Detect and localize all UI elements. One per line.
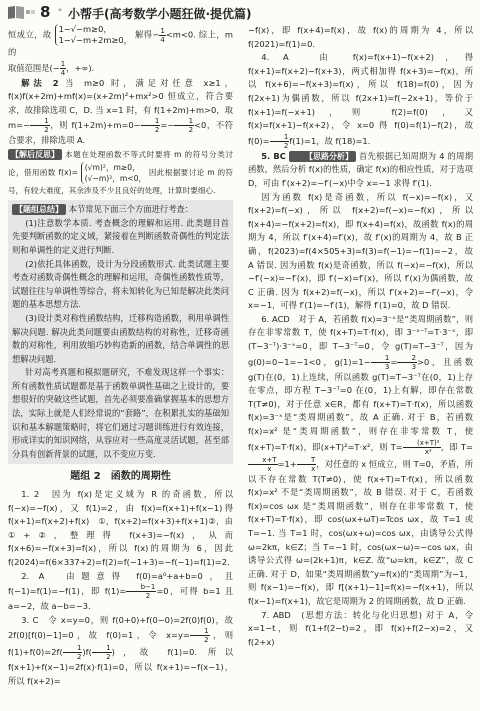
- text-line: 恒成立，故 1−√−m≥0， 1−√−m+2m≥0， 解得− $\frac{1}{4}$ <m<0. 综上，m 的: [8, 24, 233, 57]
- page-number: 8: [40, 3, 51, 21]
- question-2: 2. A 由题意得 f(0)=a⁰+a+b=0，且 f(−1)=f(1)=−f(1)，即 f(1)= $\frac{b-1}{2}$ =0，可得 b=1 且 a=−2，故 a−b=−3.: [8, 570, 233, 612]
- answer-5-analysis: 5. BC 【思路分析】 首先根据已知周期为 4 的周期函数，然后分析 f(x)的性质，确定 f(x)的相应性质，对于选项 D，可由 f′(x+2)=−f′(−x)中令 x=−1 求得 f′(1).: [248, 150, 474, 188]
- summary-point: (3)设计类对称性函数结构，迁移构造函数，利用单调性解决问题. 解决此类问题要由函数结构的对称性，迁移奇函数的对称性，利用放缩巧妙构造新的函数，结合单调性的思想解决问题.: [12, 312, 229, 364]
- summary-title: 【题组总结】: [12, 204, 66, 215]
- summary-point: (1)注意数学本质. 考查概念的理解和运用. 此类题目首先要判断函数的定义域，紧接着在判断函数奇偶性的判定法则和单调性的定义进行判断.: [12, 217, 229, 255]
- summary-point: (2)依托具体函数，设计为分段函数形式. 此类试题主要考查对函数奇偶性概念的理解和运用，奇偶性函数性质等，试题往往与单调性等综合，将未知转化为已知是解决此类问题的基本思想方法.: [12, 258, 229, 310]
- summary-point: 针对高考真题和模拟题研究，不难发现这样一个事实：所有函数性质试题都是基于函数单调性基础之上设计的，要想很好的突破这些试题，首先必须要准确掌握基本的思想方法，实际上就是人们经常说的“套路”，在积累扎实的基础知识和基本解题策略时，将它们通过习题训练进行有效连接，形成详实的知识网络，从容应对一些高度灵活试题，甚至部分具有创新背景的试题，以不变应万变.: [12, 367, 229, 459]
- book-logo-icon: [6, 4, 26, 20]
- summary-box: 【题组总结】 本节常见下面三个方面进行考查： (1)注意数学本质. 考查概念的理解和运用. 此类题目首先要判断函数的定义域，紧接着在判断函数奇偶性的判定法则和单调性的定义进行判断. (2)依托具体函数，设计为分段函数形式. 此类试题主要考查对函数奇偶性概念的理解和运用，奇偶性函数性质等，试题往往与单调性等综合，将未知转化为已知是解决此类问题的基本思想方法. (3)设计类对称性函数结构，迁移构造函数，利用单调性解决问题. 解决此类问题要由函数结构的对称性，迁移奇函数的对称性，利用放缩巧妙构造新的函数，结合单调性的思想解决问题. 针对高考真题和模拟题研究，不难发现这样一个事实：所有函数性质试题都是基于函数单调性基础之上设计的，要想很好的突破这些试题，首先必须要准确掌握基本的思想方法，实际上就是人们经常说的“套路”，在积累扎实的基础知识和基本解题策略时，将它们通过习题训练进行有效连接，形成详实的知识网络，从容应对一些高度灵活试题，甚至部分具有创新背景的试题，以不变应万变.: [8, 200, 233, 464]
- question-1: 1. 2 因为 f(x)是定义域为 R 的奇函数，所以 f(−x)=−f(x)，又 f(1)=2，由 f(x)=f(x+1)+f(x−1)得 f(x+1)=f(x+2)+f(x) ①，f(x+2)=f(x+3)+f(x+1)②，由①+②，整理得 f(x+3)=−f(x)，从而 f(x+6)=−f(x+3)=f(x)，所以 f(x)的周期为 6，因此 f(2024)=f(6×337+2)=f(2)=f(−1+3)=−f(−1)=f(1)=2.: [8, 489, 233, 567]
- answer-6: 6. ACD 对于 A，若函数 f(x)=3⁻ˣ是“类周期函数”，则存在非零常数 T，使 f(x+T)=T·f(x)，即 3⁻ˣ⁻ᵀ=T·3⁻ˣ，即(T−3⁻ᵀ)·3⁻ˣ=0，即 T−3⁻ᵀ=0，令 g(T)=T−3⁻ᵀ，因为 g(0)=0−1=−1<0，g(1)=1− $\frac{1}{3}$ = $\frac{2}{3}$ >0，且函数 g(T)在(0，1)上连续，所以函数 g(T)=T−3⁻ᵀ在(0，1)上存在零点，即方程 T−3⁻ᵀ=0 在(0，1)上有解，即存在常数 T(T≠0)，对于任意 x∈R，都有 f(x+T)=T·f(x)，所以函数 f(x)=3⁻ˣ是“类周期函数”，故 A 正确. 对于 B，若函数 f(x)=x² 是“类周期函数”，则存在非零常数 T，使 f(x+T)=T·f(x)，即(x+T)²=T·x²，则 T= $\frac{\text{(x+T)²}}{\text{x²}}$ ，即 T= $\frac{x+T}{x}$ =1+ $\frac{T}{x}$ ，对任意的 x 恒成立，则 T=0，矛盾，所以不存在常数 T(T≠0)，使 f(x+T)=T·f(x)，所以函数 f(x)=x² 不是“类周期函数”，故 B 错误. 对于 C，若函数 f(x)=cos ωx 是“类周期函数”，则存在非零常数 T，使 f(x+T)=T·f(x)，即 cos(ωx+ωT)=Tcos ωx，故 T=1 或 T=−1. 当 T=1 时，cos(ωx+ω)=cos ωx，由诱导公式得 ω=2kπ，k∈Z；当 T=−1 时，cos(ωx−ω)=−cos ωx，由诱导公式得 ω=(2k+1)π，k∈Z. 故“ω=kπ，k∈Z”，故 C 正确. 对于 D，如果“类周期函数”y=f(x)的“类周期”为−1，则 f(x−1)=−f(x)，即 f[(x+1)−1]=f(x)=−f(x+1)，所以 f(x−1)=f(x+1)，故它是周期为 2 的周期函数，故 D 正确.: [248, 313, 473, 606]
- question-3: 3. C 令 x=y=0，则 f(0+0)+f(0−0)=2f(0)f(0)，故 2f(0)[f(0)−1]=0，故 f(0)=1，令 x=y= $\frac{1}{2}$ ，则 f(1)+f(0)=2f( $\frac{1}{2}$ )f( $\frac{1}{2}$ )，故 f(1)=0. 所以 f(x+1)+f(x−1)=2f(x)·f(1)=0，所以 f(x+1)=−f(x−1)，所以 f(x+2)=: [8, 614, 233, 686]
- answer-5: 因为函数 f(x)是奇函数，所以 f(−x)=−f(x)，又 f(x+2)=f(−x)，所以 f(x+2)=f(−x)=−f(x)，所以 f(x+4)=−f(x+2)=f(x)，即 f(x+4)=f(x)，故函数 f(x)的周期为 4，所以 f′(x+4)=f′(x)，故 f′(x)的周期为 4，故 B 正确，f(2023)=f(4×505+3)=f(3)=f(−1)=−f(1)=−2，故 A 错误. 因为函数 f(x)是奇函数，所以 f(−x)=−f(x)，所以 −f′(−x)=−f′(x)，即 f′(−x)=f′(x)，所以 f′(x)为偶函数，故 C 正确. 因为 f(x+2)=f(−x)，所以 f′(x+2)=−f′(−x)，令 x=−1，可得 f′(1)=−f′(1)，解得 f′(1)=0，故 D 错误.: [248, 191, 473, 311]
- header-dots-icon: [26, 10, 36, 14]
- solution-2: 解法 2 当 m≥0 时，满足对任意 x≥1，f(x)f(x+2m)+mf(x)=(x+2m)²+mx²>0 恒成立，符合要求，故排除选项 C，D. 当 x=1 时，有 f(1+2m)+m>0，取 m=− $\frac{1}{2}$ ，则 f(1+2m)+m=0− $\frac{1}{2}$ =− $\frac{1}{2}$ <0，不符合要求，排除选项 A.: [8, 77, 234, 146]
- header-star: *: [58, 7, 62, 16]
- answer-4: 4. A 由 f(x)=f(x+1)−f(x+2)，得 f(x+1)=f(x+2)−f(x+3)，两式相加得 f(x+3)=−f(x)，所以 f(x+6)=−f(x+3)=f(x)，所以 f(18)=f(0)，因为 f(2x+1)为偶函数，所以 f(2x+1)=f(−2x+1)，等价于 f(x+1)=f(−x+1)，则 f(2)=f(0)，又 f(x)=f(x+1)−f(x+2)，令 x=0 得 f(0)=f(1)−f(2)，故 f(0)= $\frac{1}{2}$ f(1)=1，故 f(18)=1.: [248, 52, 473, 150]
- section-title: 题组 2 函数的周期性: [70, 471, 171, 483]
- brace-system: 1−√−m≥0， 1−√−m+2m≥0，: [55, 24, 132, 46]
- text-line: 取值范围是(− $\frac{1}{4}$ ，+∞).: [8, 59, 95, 77]
- reflection-note: 【解后反思】 本题在处理函数不等式时要将 m 的符号分类讨论，借用函数 f(x)= (√m)²，m≥0， (√−m)²，m<0， 因此根据要讨论 m 的符号，有较大难度，其余涉及不少且良好的处理，计算时要细心.: [8, 149, 233, 195]
- right-column: [248, 24, 473, 649]
- answer-7: 7. ABD (思想方法：转化与化归思想) 对于 A，令 x=1−t，则 f(1+f(2−t)=2，即 f(x)+f(2−x)=2，又 f(2+x): [248, 609, 473, 647]
- left-column: [8, 24, 233, 689]
- book-title: 小帮手(高考数学小题狂做·提优篇): [68, 7, 252, 21]
- answer-3-cont: −f(x)，即 f(x+4)=f(x)，故 f(x)的周期为 4，所以 f(2021)=f(1)=0.: [248, 25, 473, 49]
- page-header: [6, 3, 476, 23]
